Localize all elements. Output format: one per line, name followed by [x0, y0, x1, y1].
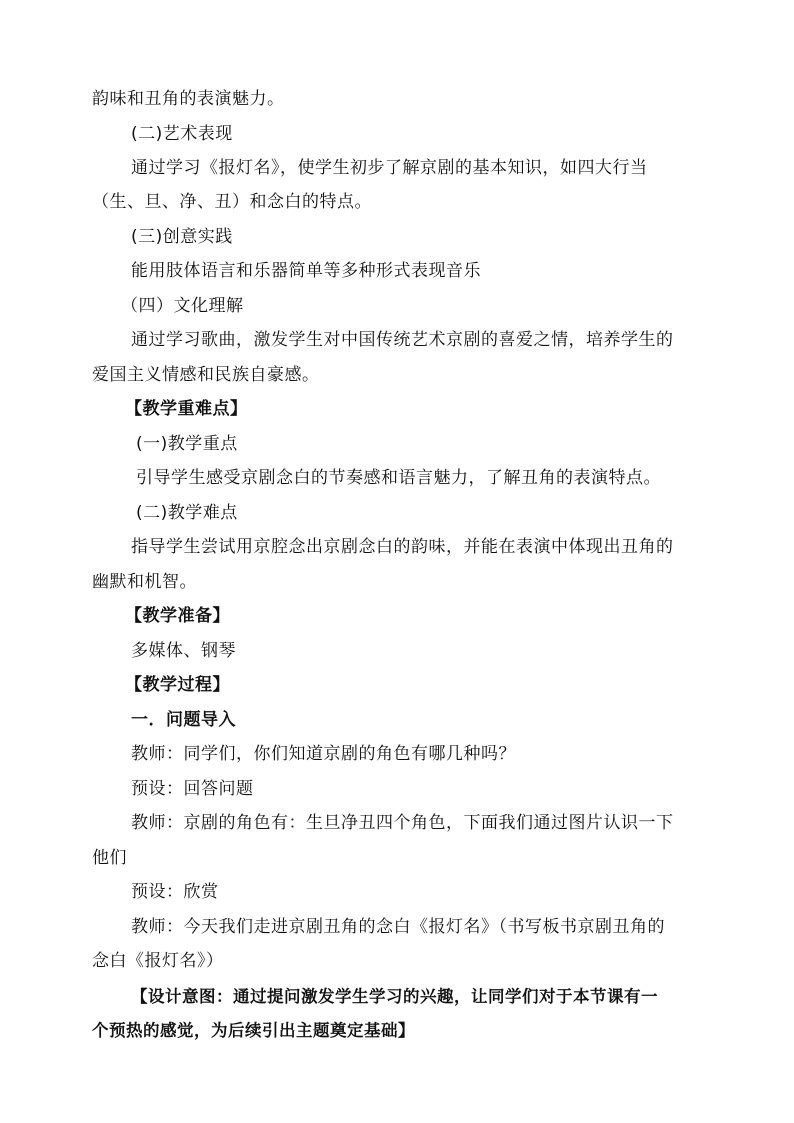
design-intent-note: 【设计意图：通过提问激发学生学习的兴趣，让同学们对于本节课有一	[131, 987, 658, 1006]
paragraph-line: 通过学习歌曲，激发学生对中国传统艺术京剧的喜爱之情，培养学生的	[131, 330, 674, 350]
section-heading-teaching-process: 【教学过程】	[125, 675, 230, 695]
section-heading-creative-practice: (三)创意实践	[131, 227, 233, 247]
section-heading-teaching-preparation: 【教学准备】	[125, 606, 230, 626]
section-heading-cultural-understanding: （四）文化理解	[121, 296, 244, 316]
paragraph-line: 预设：欣赏	[131, 882, 219, 902]
paragraph-line: 引导学生感受京剧念白的节奏感和语言魅力，了解丑角的表演特点。	[136, 468, 661, 488]
paragraph-line: （生、旦、净、丑）和念白的特点。	[92, 192, 372, 212]
paragraph-line: 爱国主义情感和民族自豪感。	[92, 365, 320, 385]
paragraph-line: 教师：同学们，你们知道京剧的角色有哪几种吗？	[131, 744, 516, 764]
section-heading-key-difficult-points: 【教学重难点】	[125, 399, 248, 419]
paragraph-line: 指导学生尝试用京腔念出京剧念白的韵味，并能在表演中体现出丑角的	[131, 537, 674, 557]
step-heading-question-intro: 一．问题导入	[131, 710, 236, 730]
paragraph-line: 通过学习《报灯名》，使学生初步了解京剧的基本知识，如四大行当	[131, 158, 648, 178]
paragraph-line: 教师：京剧的角色有：生旦净丑四个角色，下面我们通过图片认识一下	[131, 813, 674, 833]
paragraph-line: 能用肢体语言和乐器简单等多种形式表现音乐	[131, 261, 481, 281]
paragraph-line: 多媒体、钢琴	[131, 641, 236, 661]
design-intent-note: 个预热的感觉，为后续引出主题奠定基础】	[92, 1021, 415, 1040]
paragraph-line: 教师：今天我们走进京剧丑角的念白《报灯名》（书写板书京剧丑角的	[131, 917, 665, 937]
paragraph-line: 韵味和丑角的表演魅力。	[92, 89, 285, 109]
subsection-heading-difficult-points: (二)教学难点	[136, 503, 238, 523]
paragraph-line: 预设：回答问题	[131, 779, 254, 799]
section-heading-artistic-expression: (二)艺术表现	[131, 124, 233, 144]
paragraph-line: 念白《报灯名》）	[92, 951, 224, 971]
paragraph-line: 他们	[92, 848, 127, 868]
paragraph-line: 幽默和机智。	[92, 572, 197, 592]
subsection-heading-key-points: (一)教学重点	[136, 434, 238, 454]
